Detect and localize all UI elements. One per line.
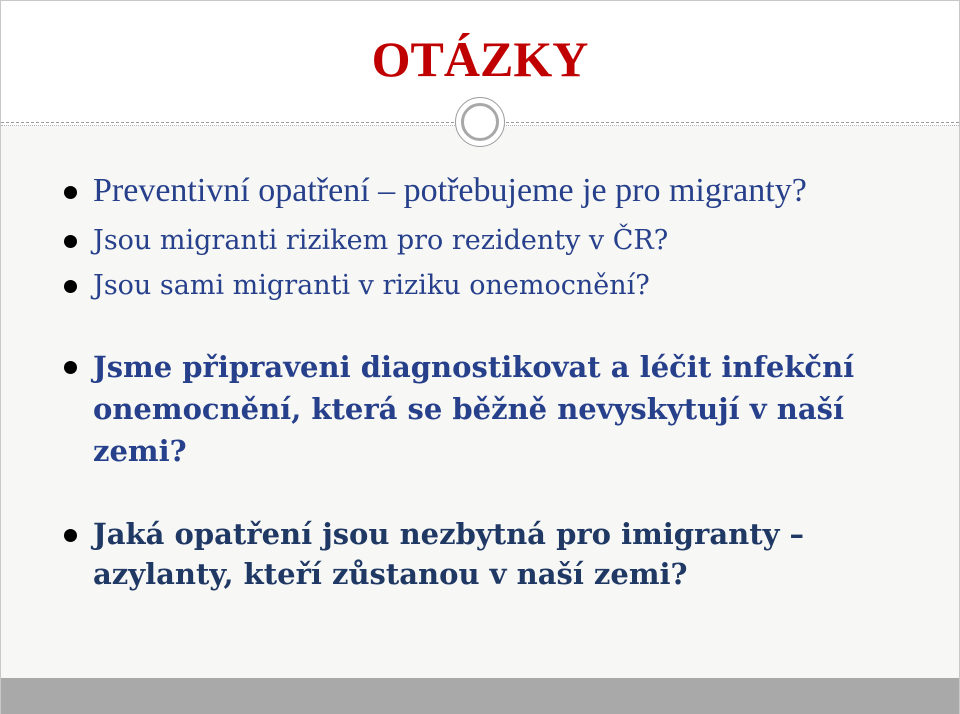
bullet-text: Preventivní opatření – potřebujeme je pro migranty?	[93, 172, 807, 209]
bullet-icon	[64, 186, 77, 199]
divider-ring-icon	[455, 97, 505, 147]
divider-inner-ring	[461, 103, 499, 141]
bullet-item	[61, 514, 921, 594]
bullet-item	[61, 346, 921, 472]
bullet-icon	[64, 361, 77, 374]
bullet-text: Jsme připraveni diagnostikovat a léčit infekční onemocnění, která se běžně nevyskytují v naší zemi?	[93, 350, 855, 468]
bullet-text: Jsou sami migranti v riziku onemocnění?	[93, 270, 650, 301]
bullet-icon	[64, 280, 77, 293]
bullet-text: Jsou migranti rizikem pro rezidenty v ČR?	[93, 225, 669, 256]
bullet-text: Jaká opatření jsou nezbytná pro imigranty – azylanty, kteří zůstanou v naší zemi?	[93, 517, 805, 591]
bullet-item	[61, 266, 921, 306]
slide-title: OTÁZKY	[371, 31, 589, 87]
bullet-icon	[64, 529, 77, 542]
footer-bar	[1, 678, 959, 714]
bullet-item	[61, 221, 921, 261]
bullet-list	[61, 171, 921, 594]
bullet-icon	[64, 235, 77, 248]
bullet-item	[61, 171, 921, 211]
